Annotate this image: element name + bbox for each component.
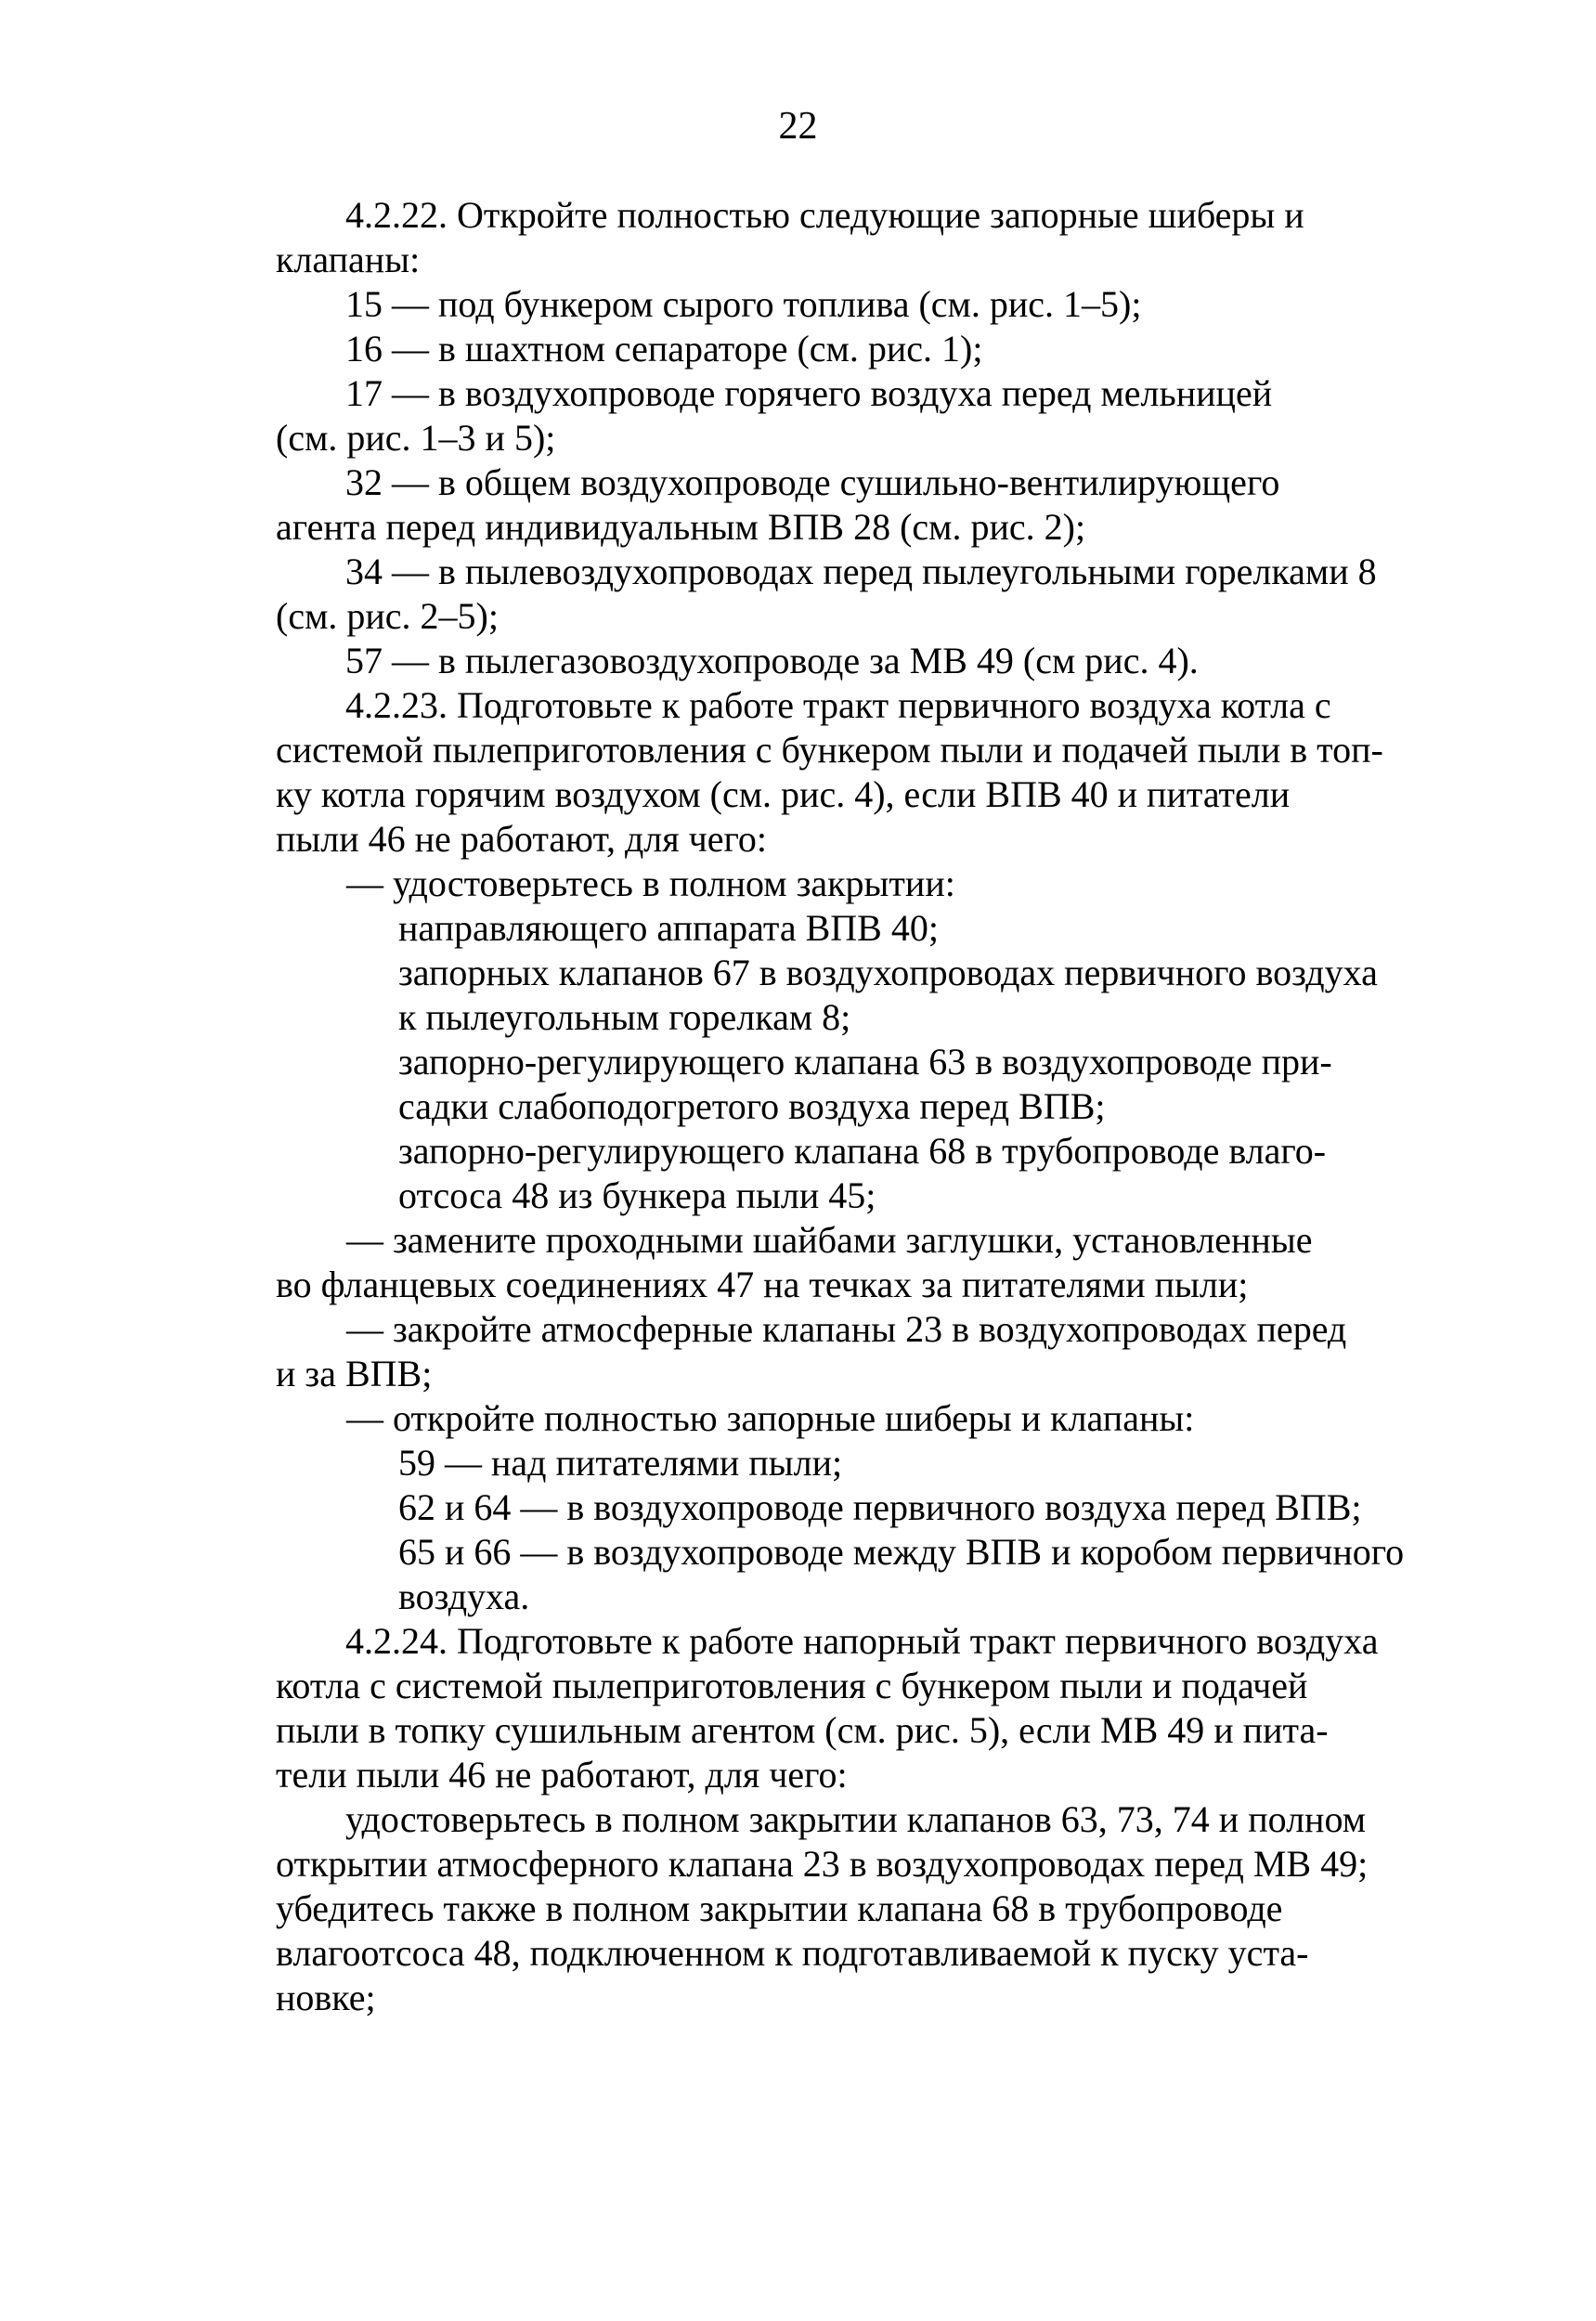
text-line: 4.2.23. Подготовьте к работе тракт первичного воздуха котла с (345, 684, 1331, 726)
text-line: 65 и 66 — в воздухопроводе между ВПВ и коробом первичного (398, 1531, 1405, 1573)
text-line: удостоверьтесь в полном закрытии клапанов 63, 73, 74 и полном (345, 1798, 1367, 1840)
text-line: направляющего аппарата ВПВ 40; (398, 907, 939, 949)
text-line: отсоса 48 из бункера пыли 45; (398, 1174, 876, 1216)
text-line: 59 — над питателями пыли; (398, 1442, 843, 1484)
text-line: убедитесь также в полном закрытии клапана 68 в трубопроводе (276, 1887, 1283, 1929)
text-line: новке; (276, 1977, 376, 2018)
text-line: котла с системой пылеприготовления с бункером пыли и подачей (276, 1665, 1308, 1706)
text-line: клапаны: (276, 239, 421, 280)
text-line: открытии атмосферного клапана 23 в воздухопроводах перед МВ 49; (276, 1843, 1369, 1885)
text-line: во фланцевых соединениях 47 на течках за питателями пыли; (276, 1264, 1249, 1305)
text-line: 15 — под бункером сырого топлива (см. рис. 1–5); (345, 283, 1142, 325)
text-line: — удостоверьтесь в полном закрытии: (346, 862, 955, 904)
text-line: — замените проходными шайбами заглушки, установленные (346, 1219, 1313, 1261)
text-line: 4.2.24. Подготовьте к работе напорный тракт первичного воздуха (345, 1620, 1379, 1662)
text-line: запорно-регулирующего клапана 63 в воздухопроводе при- (398, 1041, 1332, 1083)
text-line: тели пыли 46 не работают, для чего: (276, 1754, 848, 1796)
text-line: садки слабоподогретого воздуха перед ВПВ; (398, 1085, 1106, 1127)
text-line: 4.2.22. Откройте полностью следующие запорные шиберы и (345, 194, 1304, 236)
text-line: к пылеугольным горелкам 8; (398, 996, 851, 1038)
text-line: — откройте полностью запорные шиберы и клапаны: (346, 1397, 1195, 1439)
text-line: пыли 46 не работают, для чего: (276, 818, 768, 860)
text-line: 32 — в общем воздухопроводе сушильно-вентилирующего (345, 461, 1280, 503)
text-line: пыли в топку сушильным агентом (см. рис. 5), если МВ 49 и пита- (276, 1709, 1329, 1751)
text-line: 57 — в пылегазовоздухопроводе за МВ 49 (см рис. 4). (345, 640, 1199, 681)
body-text (276, 193, 1473, 2020)
page-number: 22 (778, 105, 818, 148)
text-line: 16 — в шахтном сепараторе (см. рис. 1); (345, 328, 983, 370)
text-line: запорных клапанов 67 в воздухопроводах первичного воздуха (398, 952, 1378, 993)
text-line: ку котла горячим воздухом (см. рис. 4), если ВПВ 40 и питатели (276, 773, 1291, 815)
text-line: запорно-регулирующего клапана 68 в трубопроводе влаго- (398, 1130, 1327, 1172)
text-line: и за ВПВ; (276, 1353, 433, 1394)
text-line: 62 и 64 — в воздухопроводе первичного воздуха перед ВПВ; (398, 1486, 1362, 1528)
text-line: — закройте атмосферные клапаны 23 в воздухопроводах перед (346, 1308, 1347, 1350)
text-line: 34 — в пылевоздухопроводах перед пылеугольными горелками 8 (345, 551, 1377, 592)
text-line: 17 — в воздухопроводе горячего воздуха перед мельницей (345, 372, 1273, 414)
text-line: (см. рис. 2–5); (276, 595, 499, 637)
text-line: воздуха. (398, 1575, 530, 1617)
text-line: агента перед индивидуальным ВПВ 28 (см. рис. 2); (276, 506, 1086, 548)
text-line: (см. рис. 1–3 и 5); (276, 417, 556, 459)
text-line: системой пылеприготовления с бункером пыли и подачей пыли в топ- (276, 729, 1383, 771)
text-line: влагоотсоса 48, подключенном к подготавливаемой к пуску уста- (276, 1932, 1309, 1974)
